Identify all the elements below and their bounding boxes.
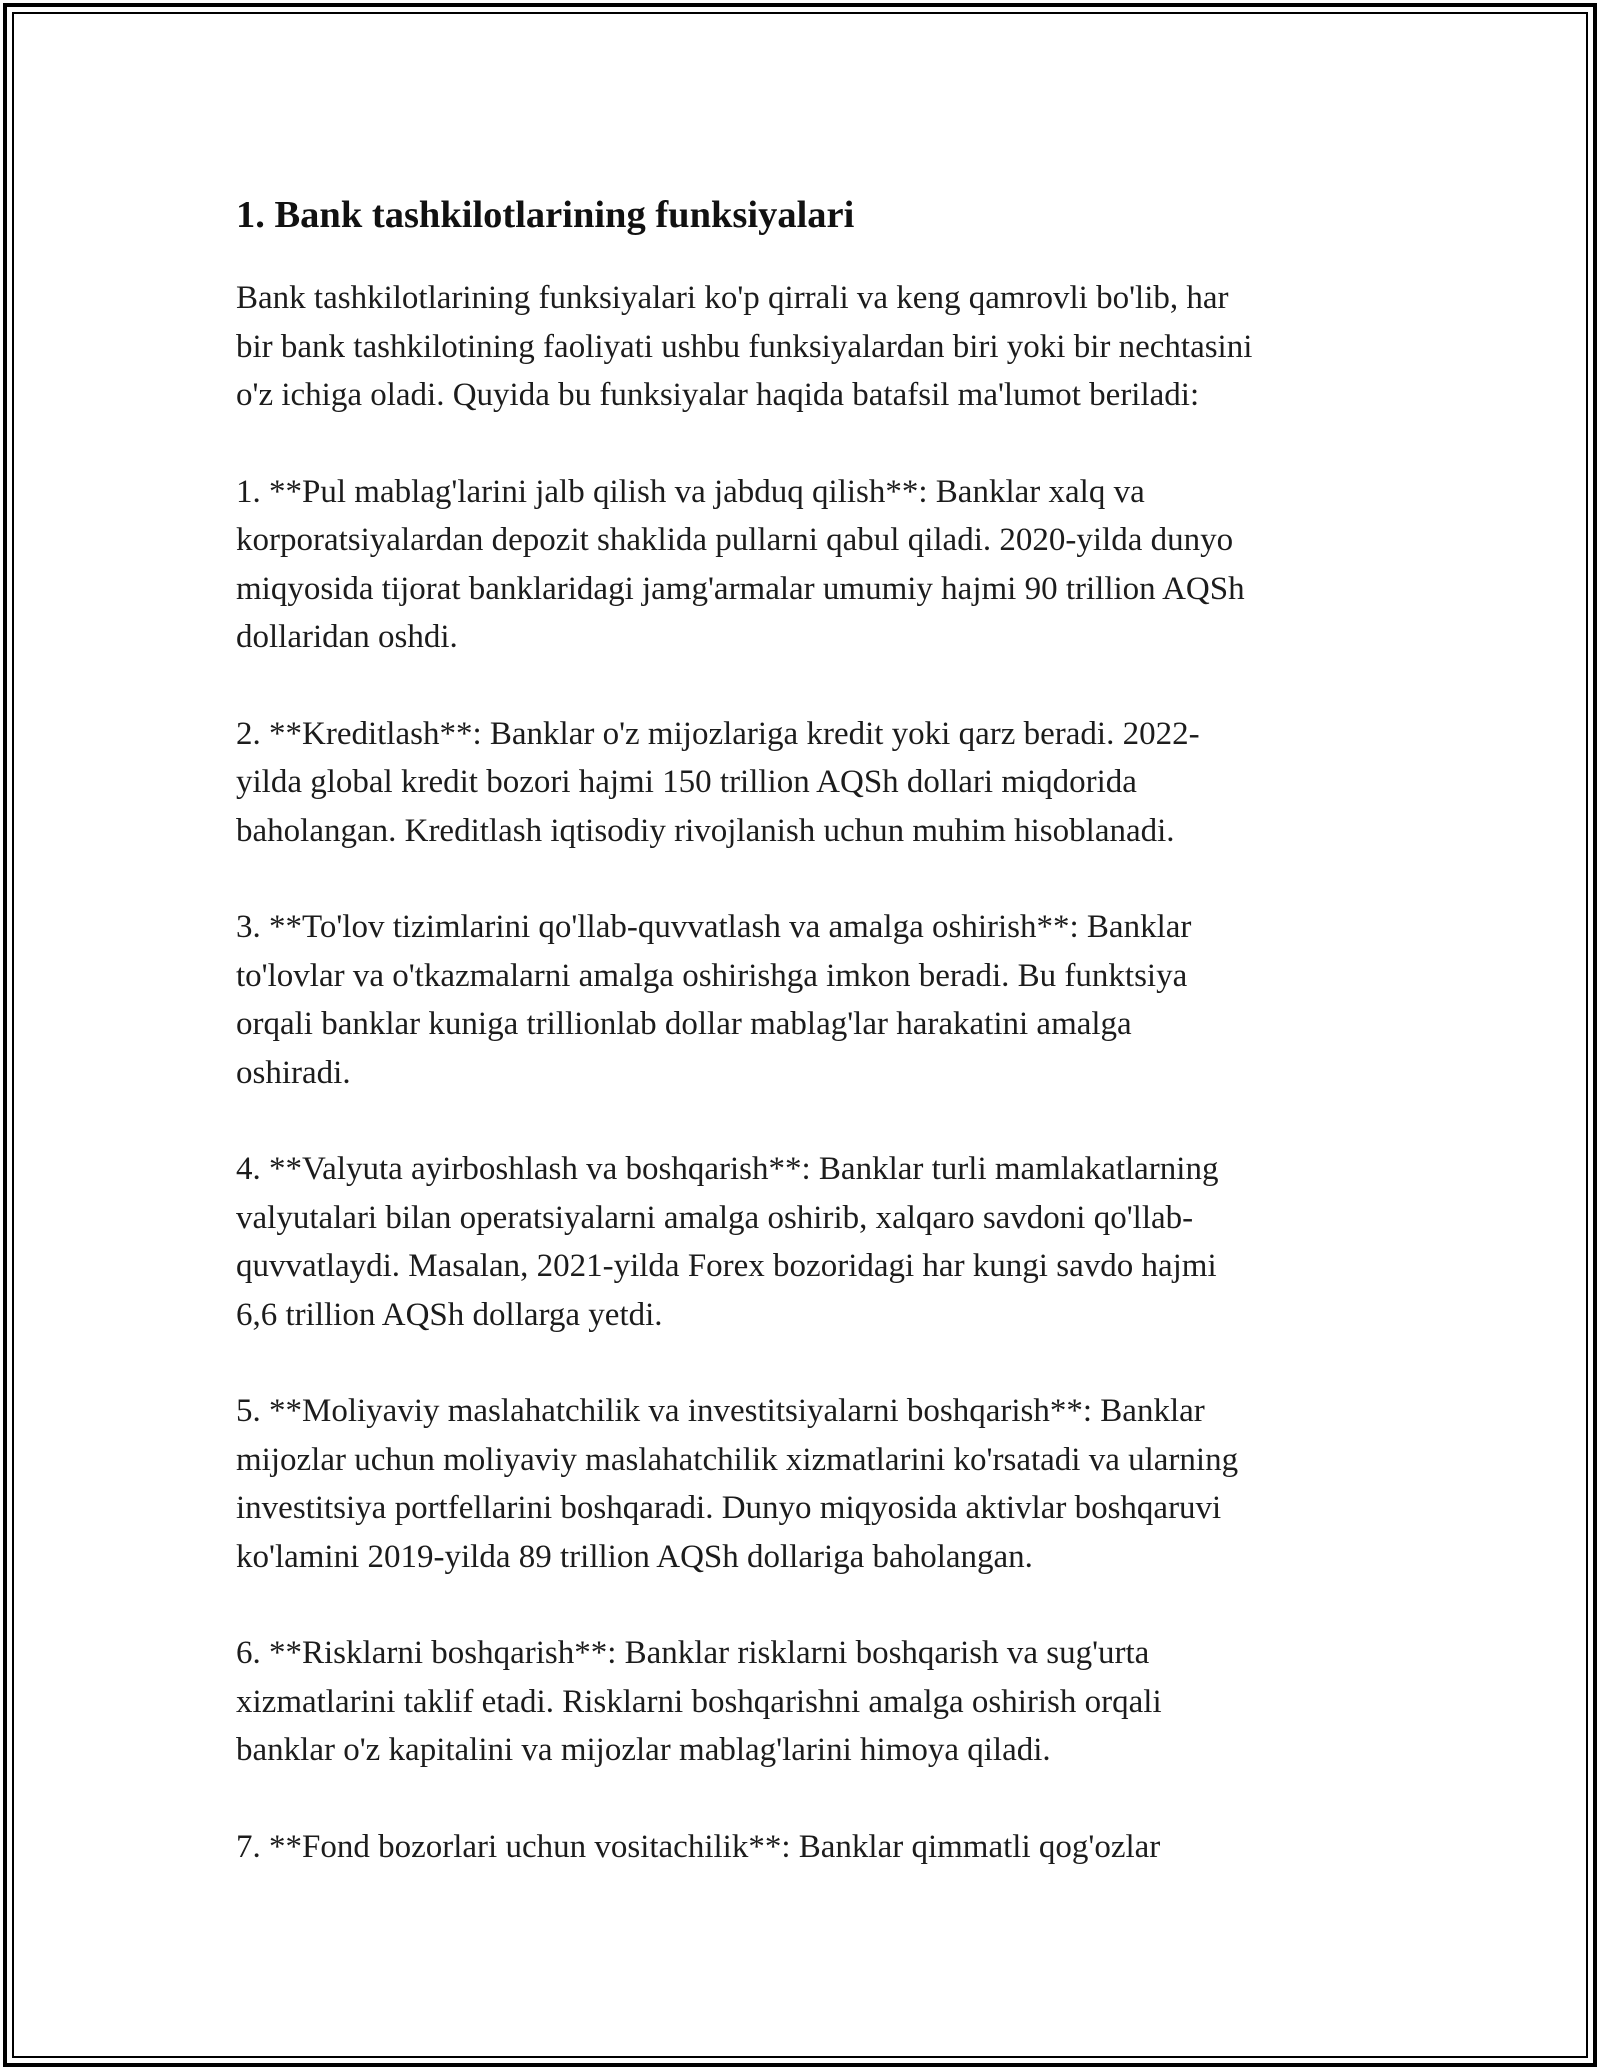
text-line: ko'lamini 2019-yilda 89 trillion AQSh dollariga baholangan. <box>236 1538 1033 1575</box>
function-item-6 <box>236 1629 1386 1775</box>
text-line: investitsiya portfellarini boshqaradi. Dunyo miqyosida aktivlar boshqaruvi <box>236 1490 1222 1526</box>
text-line: baholangan. Kreditlash iqtisodiy rivojlanish uchun muhim hisoblanadi. <box>236 812 1175 849</box>
text-line: Bank tashkilotlarining funksiyalari ko'p qirrali va keng qamrovli bo'lib, har <box>236 280 1229 316</box>
text-line: mijozlar uchun moliyaviy maslahatchilik xizmatlarini ko'rsatadi va ularning <box>236 1441 1239 1478</box>
function-item-7 <box>236 1823 1386 1872</box>
text-line: quvvatlaydi. Masalan, 2021-yilda Forex bozoridagi har kungi savdo hajmi <box>236 1248 1217 1284</box>
text-line: bir bank tashkilotining faoliyati ushbu funksiyalardan biri yoki bir nechtasini <box>236 328 1253 365</box>
text-line: miqyosida tijorat banklaridagi jamg'armalar umumiy hajmi 90 trillion AQSh <box>236 570 1245 607</box>
text-line: banklar o'z kapitalini va mijozlar mablag'larini himoya qiladi. <box>236 1732 1051 1768</box>
text-line: 4. **Valyuta ayirboshlash va boshqarish**: Banklar turli mamlakatlarning <box>236 1151 1219 1187</box>
text-line: 6. **Risklarni boshqarish**: Banklar risklarni boshqarish va sug'urta <box>236 1635 1150 1671</box>
text-line: to'lovlar va o'tkazmalarni amalga oshirishga imkon beradi. Bu funktsiya <box>236 957 1188 994</box>
text-line: 5. **Moliyaviy maslahatchilik va investitsiyalarni boshqarish**: Banklar <box>236 1393 1205 1429</box>
text-line: orqali banklar kuniga trillionlab dollar mablag'lar harakatini amalga <box>236 1006 1132 1042</box>
function-item-1 <box>236 468 1386 662</box>
function-item-2 <box>236 710 1386 856</box>
intro-paragraph <box>236 274 1386 420</box>
text-line: 6,6 trillion AQSh dollarga yetdi. <box>236 1296 663 1333</box>
text-line: 7. **Fond bozorlari uchun vositachilik**: Banklar qimmatli qog'ozlar <box>236 1828 1161 1865</box>
text-line: valyutalari bilan operatsiyalarni amalga oshirib, xalqaro savdoni qo'llab- <box>236 1199 1194 1236</box>
function-item-4 <box>236 1145 1386 1339</box>
text-line: o'z ichiga oladi. Quyida bu funksiyalar haqida batafsil ma'lumot beriladi: <box>236 377 1200 413</box>
function-item-5 <box>236 1387 1386 1581</box>
text-line: 3. **To'lov tizimlarini qo'llab-quvvatlash va amalga oshirish**: Banklar <box>236 909 1192 945</box>
function-item-3 <box>236 903 1386 1097</box>
text-line: xizmatlarini taklif etadi. Risklarni boshqarishni amalga oshirish orqali <box>236 1683 1162 1720</box>
text-line: 2. **Kreditlash**: Banklar o'z mijozlariga kredit yoki qarz beradi. 2022- <box>236 715 1200 752</box>
text-line: dollaridan oshdi. <box>236 619 458 655</box>
text-line: yilda global kredit bozori hajmi 150 trillion AQSh dollari miqdorida <box>236 764 1137 800</box>
text-line: 1. **Pul mablag'larini jalb qilish va jabduq qilish**: Banklar xalq va <box>236 473 1145 510</box>
section-heading: 1. Bank tashkilotlarining funksiyalari <box>236 194 855 236</box>
text-line: korporatsiyalardan depozit shaklida pullarni qabul qiladi. 2020-yilda dunyo <box>236 522 1234 558</box>
text-line: oshiradi. <box>236 1054 351 1091</box>
document-body <box>236 186 1386 1919</box>
